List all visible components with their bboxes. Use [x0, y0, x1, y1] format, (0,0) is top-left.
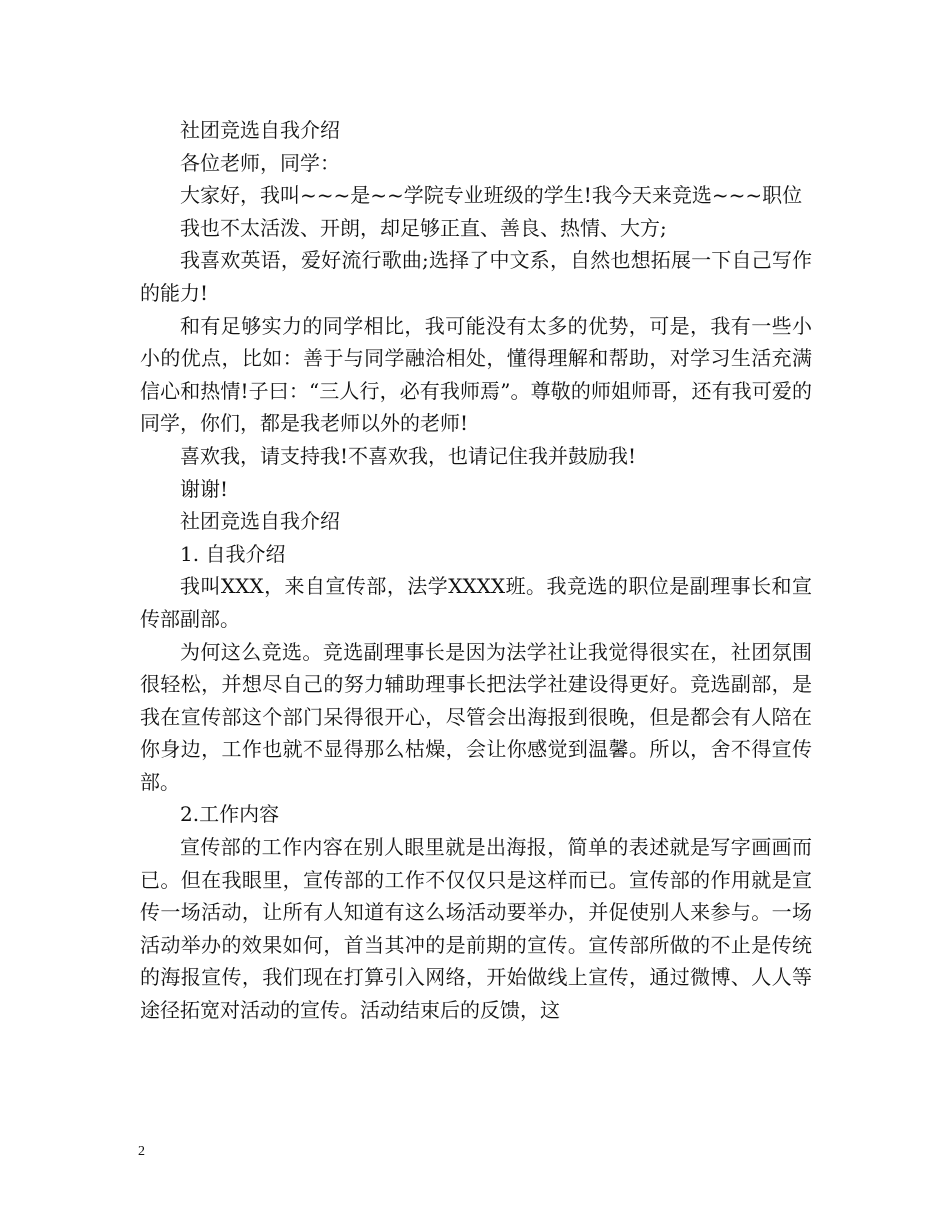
paragraph-greeting: 各位老师，同学： [180, 150, 340, 175]
paragraph: 喜欢我，请支持我!不喜欢我，也请记住我并鼓励我! [180, 443, 637, 468]
paragraph-thanks: 谢谢! [180, 476, 229, 501]
paragraph-title-1: 社团竞选自我介绍 [180, 118, 340, 142]
paragraph: 我叫XXX，来自宣传部，法学XXXX班。我竞选的职位是副理事长和宣传部副部。 [140, 574, 812, 631]
paragraph: 大家好，我叫~~~是~~学院专业班级的学生!我今天来竞选~~~职位 [180, 183, 803, 208]
section-heading-1: 1. 自我介绍 [180, 541, 286, 566]
paragraph: 我喜欢英语，爱好流行歌曲;选择了中文系，自然也想拓展一下自己写作的能力! [140, 248, 812, 305]
paragraph: 我也不太活泼、开朗，却足够正直、善良、热情、大方; [180, 215, 667, 240]
page-number: 2 [138, 1144, 145, 1159]
document-body [140, 114, 812, 1027]
paragraph: 和有足够实力的同学相比，我可能没有太多的优势，可是，我有一些小小的优点，比如：善于与同学融洽相处，懂得理解和帮助，对学习生活充满信心和热情!子曰：“三人行，必有我师焉”。尊敬的师姐师哥，还有我可爱的同学，你们，都是我老师以外的老师! [140, 313, 812, 436]
paragraph: 宣传部的工作内容在别人眼里就是出海报，简单的表述就是写字画画而已。但在我眼里，宣传部的工作不仅仅只是这样而已。宣传部的作用就是宣传一场活动，让所有人知道有这么场活动要举办，并促使别人来参与。一场活动举办的效果如何，首当其冲的是前期的宣传。宣传部所做的不止是传统的海报宣传，我们现在打算引入网络，开始做线上宣传，通过微博、人人等途径拓宽对活动的宣传。活动结束后的反馈，这 [140, 835, 812, 1023]
paragraph-title-2: 社团竞选自我介绍 [180, 509, 340, 534]
section-heading-2: 2.工作内容 [180, 802, 280, 827]
paragraph: 为何这么竞选。竞选副理事长是因为法学社让我觉得很实在，社团氛围很轻松，并想尽自己的努力辅助理事长把法学社建设得更好。竞选副部，是我在宣传部这个部门呆得很开心，尽管会出海报到很晚，但是都会有人陪在你身边，工作也就不显得那么枯燥，会让你感觉到温馨。所以，舍不得宣传部。 [140, 639, 812, 794]
